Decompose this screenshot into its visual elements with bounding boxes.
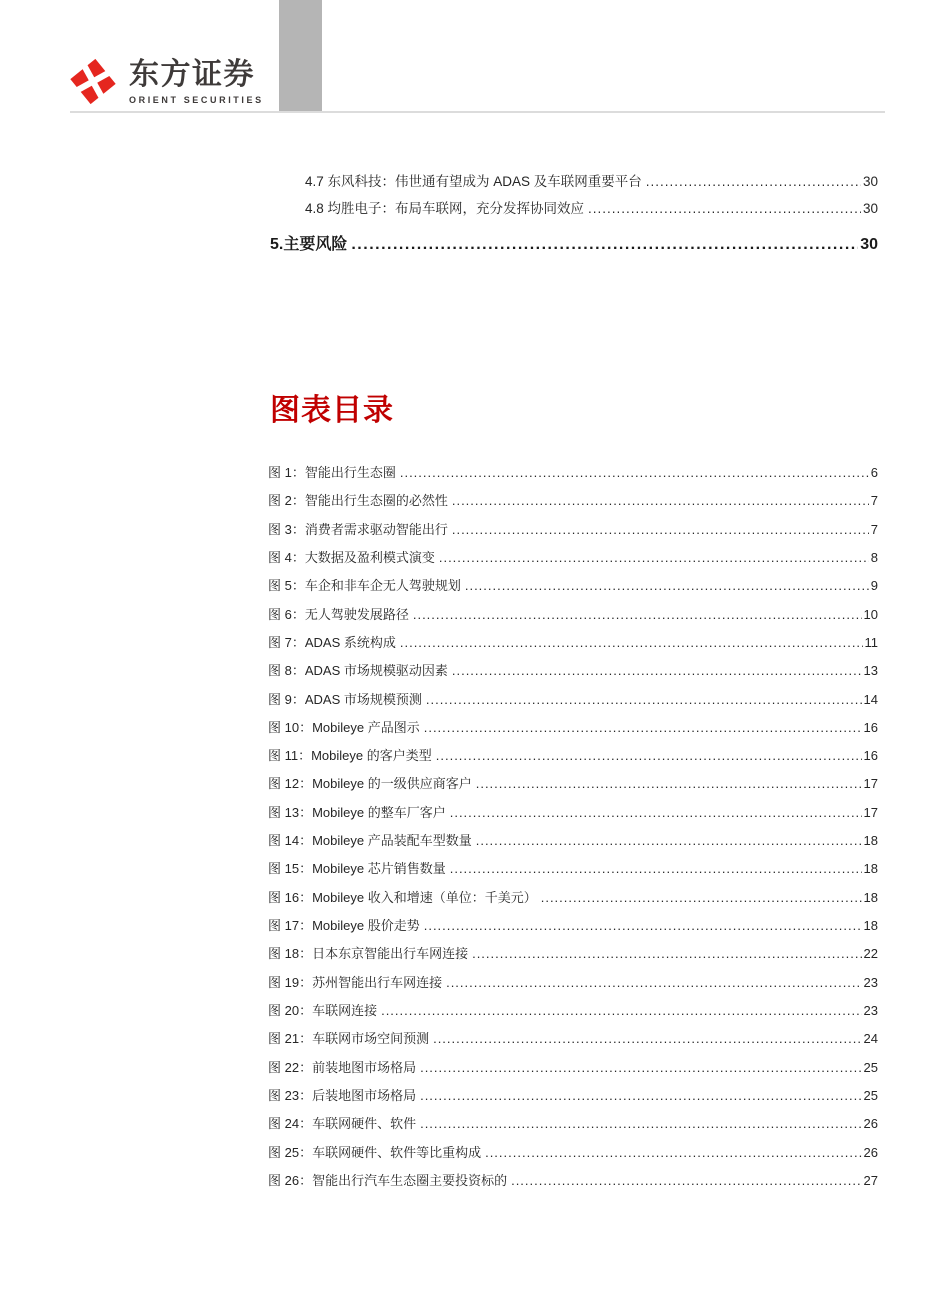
figure-page-number: 9: [870, 578, 878, 594]
leader-dots: [400, 459, 869, 487]
figure-page-number: 8: [870, 549, 878, 565]
leader-dots: [381, 997, 861, 1025]
figure-toc-entry[interactable]: [268, 827, 878, 855]
brand-name-chinese: 东方证券: [129, 58, 255, 91]
figure-toc-entry[interactable]: [268, 969, 878, 997]
figure-page-number: 13: [863, 663, 878, 679]
figure-entry-label: 图 1：智能出行生态圈: [268, 465, 396, 480]
figure-page-number: 26: [863, 1144, 878, 1160]
figure-toc-entry[interactable]: [268, 940, 878, 968]
figure-entry-label: 图 23：后装地图市场格局: [268, 1087, 417, 1103]
leader-dots: [420, 1054, 861, 1082]
toc-entry-5[interactable]: [270, 228, 878, 261]
figure-toc-entry[interactable]: [268, 799, 878, 827]
leader-dots: [446, 969, 861, 997]
figure-toc-entry[interactable]: [268, 742, 878, 770]
figure-toc-entry[interactable]: [268, 516, 878, 544]
leader-dots: [452, 657, 862, 685]
figure-page-number: 25: [863, 1059, 878, 1075]
figure-entry-label: 图 9：ADAS 市场规模预测: [268, 691, 422, 707]
figure-entry-label: 图 13：Mobileye 的整车厂客户: [268, 804, 446, 820]
leader-dots: [588, 195, 861, 222]
leader-dots: [541, 884, 862, 912]
leader-dots: [351, 228, 858, 261]
figure-page-number: 11: [864, 634, 878, 650]
leader-dots: [400, 629, 863, 657]
leader-dots: [450, 799, 862, 827]
figure-page-number: 22: [863, 946, 878, 962]
figure-entry-label: 图 8：ADAS 市场规模驱动因素: [268, 663, 448, 679]
toc-entry-label: 4.7 东风科技：伟世通有望成为 ADAS 及车联网重要平台: [305, 174, 642, 189]
figure-page-number: 16: [863, 748, 878, 764]
brand-name-english: ORIENT SECURITIES: [129, 95, 264, 105]
figure-toc-entry[interactable]: [268, 657, 878, 685]
figure-toc-entry[interactable]: [268, 1082, 878, 1110]
figure-page-number: 7: [870, 521, 878, 537]
figure-page-number: 27: [863, 1172, 878, 1188]
figure-entry-label: 图 16：Mobileye 收入和增速（单位：千美元）: [268, 889, 537, 905]
figure-toc-entry[interactable]: [268, 1110, 878, 1138]
figure-entry-label: 图 4：大数据及盈利模式演变: [268, 549, 435, 565]
toc-entry-label: 4.8 均胜电子：布局车联网，充分发挥协同效应: [305, 201, 585, 216]
figure-toc-entry[interactable]: [268, 629, 878, 657]
toc-page-number: 30: [860, 236, 878, 253]
leader-dots: [424, 912, 862, 940]
figure-entry-label: 图 25：车联网硬件、软件等比重构成: [268, 1144, 482, 1160]
figure-entry-label: 图 5：车企和非车企无人驾驶规划: [268, 578, 461, 594]
leader-dots: [472, 940, 861, 968]
figure-page-number: 10: [863, 606, 878, 622]
figure-toc-entry[interactable]: [268, 912, 878, 940]
figure-page-number: 24: [863, 1031, 878, 1047]
figure-page-number: 17: [863, 804, 878, 820]
figure-toc-entry[interactable]: [268, 1167, 878, 1195]
leader-dots: [450, 855, 862, 883]
figure-entry-label: 图 11：Mobileye 的客户类型: [268, 748, 432, 764]
figure-page-number: 18: [863, 889, 878, 905]
figure-entry-label: 图 2：智能出行生态圈的必然性: [268, 493, 448, 509]
leader-dots: [426, 686, 862, 714]
leader-dots: [413, 601, 862, 629]
leader-dots: [433, 1025, 861, 1053]
figure-page-number: 26: [863, 1116, 878, 1132]
leader-dots: [439, 544, 869, 572]
figure-toc-entry[interactable]: [268, 1139, 878, 1167]
figure-entry-label: 图 20：车联网连接: [268, 1002, 378, 1018]
figure-page-number: 17: [863, 776, 878, 792]
toc-page-number: 30: [862, 201, 878, 216]
toc-entry-label: 5.主要风险: [270, 236, 348, 253]
orient-securities-logo-icon: [67, 55, 119, 108]
figure-entry-label: 图 12：Mobileye 的一级供应商客户: [268, 776, 472, 792]
figure-toc-entry[interactable]: [268, 855, 878, 883]
figure-entry-label: 图 26：智能出行汽车生态圈主要投资标的: [268, 1172, 508, 1188]
figure-entry-label: 图 3：消费者需求驱动智能出行: [268, 521, 448, 537]
figure-toc-entry[interactable]: [268, 884, 878, 912]
figure-entry-label: 图 17：Mobileye 股价走势: [268, 918, 420, 933]
figure-toc-entry[interactable]: [268, 770, 878, 798]
figures-toc-list: [268, 459, 878, 1195]
leader-dots: [424, 714, 862, 742]
figure-page-number: 25: [863, 1087, 878, 1103]
figure-toc-entry[interactable]: [268, 997, 878, 1025]
leader-dots: [476, 827, 862, 855]
figures-toc-heading: 图表目录: [270, 394, 394, 427]
figure-entry-label: 图 7：ADAS 系统构成: [268, 634, 396, 650]
leader-dots: [452, 516, 869, 544]
figure-toc-entry[interactable]: [268, 572, 878, 600]
figure-page-number: 23: [863, 1002, 878, 1018]
figure-toc-entry[interactable]: [268, 459, 878, 487]
figure-page-number: 23: [863, 974, 878, 990]
figure-page-number: 7: [870, 493, 878, 509]
figure-entry-label: 图 18：日本东京智能出行车网连接: [268, 946, 469, 962]
leader-dots: [485, 1139, 861, 1167]
toc-entry-4-7[interactable]: [270, 168, 878, 195]
figure-entry-label: 图 10：Mobileye 产品图示: [268, 719, 420, 735]
leader-dots: [436, 742, 862, 770]
figure-entry-label: 图 22：前装地图市场格局: [268, 1059, 417, 1075]
leader-dots: [420, 1082, 861, 1110]
figure-page-number: 6: [870, 465, 878, 480]
figure-entry-label: 图 14：Mobileye 产品装配车型数量: [268, 833, 472, 849]
header-divider-line: [70, 111, 885, 113]
figure-entry-label: 图 19：苏州智能出行车网连接: [268, 974, 443, 990]
leader-dots: [646, 168, 861, 195]
figure-toc-entry[interactable]: [268, 487, 878, 515]
figure-entry-label: 图 21：车联网市场空间预测: [268, 1031, 430, 1047]
header-gray-bar: [279, 0, 322, 112]
figure-page-number: 18: [863, 833, 878, 849]
leader-dots: [465, 572, 869, 600]
leader-dots: [452, 487, 869, 515]
figure-page-number: 14: [863, 691, 878, 707]
figure-page-number: 16: [863, 719, 878, 735]
figure-entry-label: 图 15：Mobileye 芯片销售数量: [268, 861, 446, 877]
figure-toc-entry[interactable]: [268, 1025, 878, 1053]
figure-page-number: 18: [863, 861, 878, 877]
toc-page-number: 30: [862, 174, 878, 189]
figure-toc-entry[interactable]: [268, 544, 878, 572]
figure-toc-entry[interactable]: [268, 601, 878, 629]
figure-toc-entry[interactable]: [268, 686, 878, 714]
leader-dots: [476, 770, 862, 798]
figure-toc-entry[interactable]: [268, 714, 878, 742]
toc-section: [270, 168, 878, 261]
figure-page-number: 18: [863, 918, 878, 933]
toc-entry-4-8[interactable]: [270, 195, 878, 222]
leader-dots: [511, 1167, 861, 1195]
figure-toc-entry[interactable]: [268, 1054, 878, 1082]
figure-entry-label: 图 6：无人驾驶发展路径: [268, 606, 409, 622]
leader-dots: [420, 1110, 861, 1138]
brand-logotype: [129, 60, 264, 105]
figure-entry-label: 图 24：车联网硬件、软件: [268, 1116, 417, 1132]
